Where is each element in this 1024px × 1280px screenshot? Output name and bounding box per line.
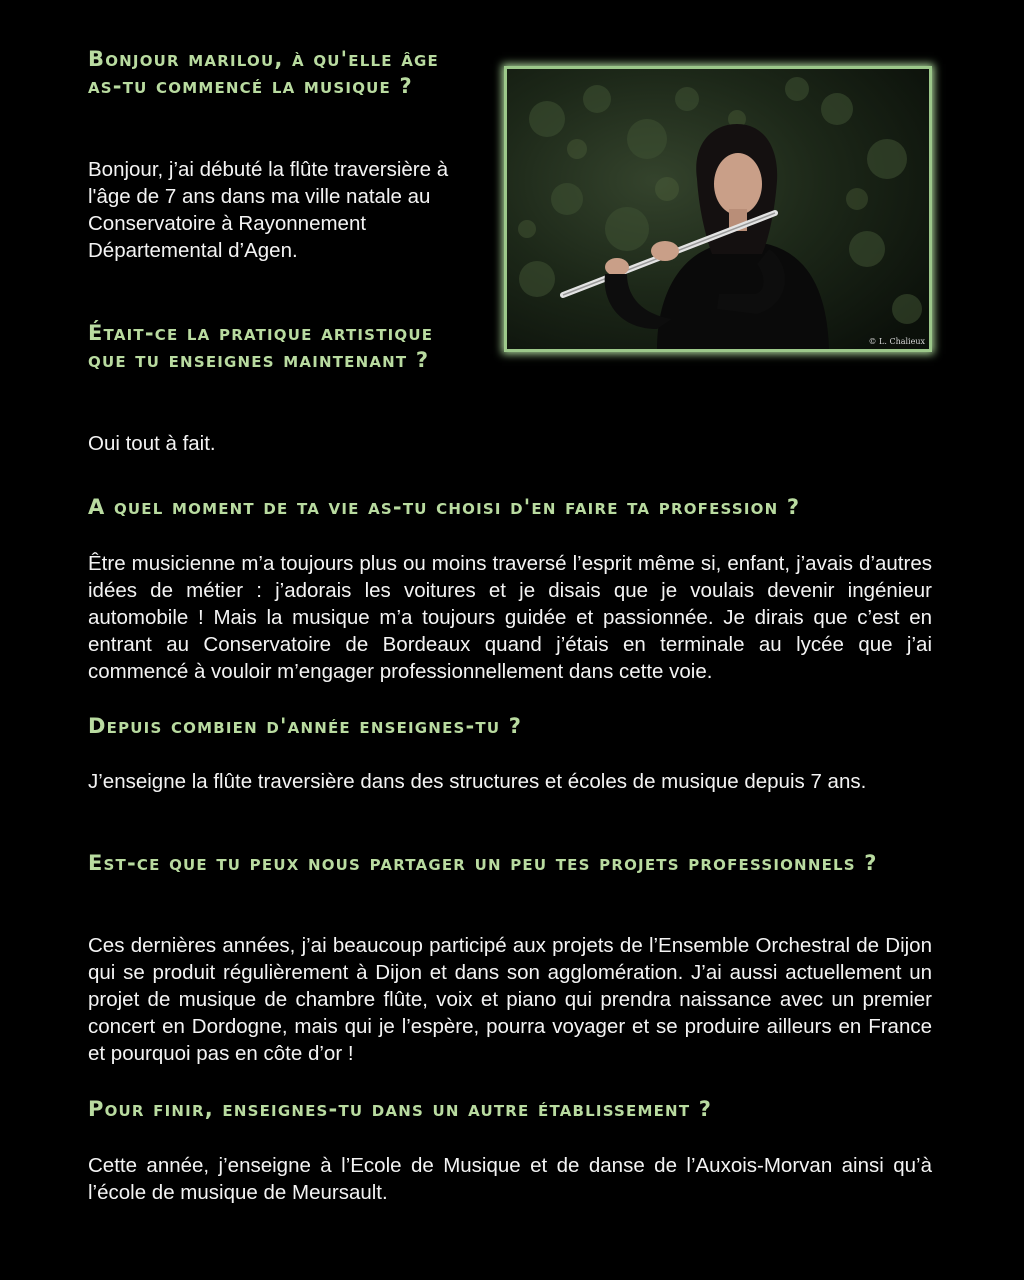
- answer-other-school: Cette année, j’enseigne à l’Ecole de Musique et de danse de l’Auxois-Morvan ainsi qu’à l’école de musique de Meursault.: [88, 1154, 932, 1204]
- answer-projects: Ces dernières années, j’ai beaucoup participé aux projets de l’Ensemble Orchestral de Dijon qui se produit régulièrement à Dijon et dans son agglomération. J’ai aussi actuellement un projet de musique de chambre flûte, voix et piano qui prendra naissance avec un premier concert en Dordogne, mais qui je l’espère, pourra voyager et se produire ailleurs en France et pourquoi pas en côte d’or !: [88, 934, 932, 1065]
- flutist-photo: [504, 66, 932, 352]
- photo-credit: © L. Chalieux: [868, 337, 925, 346]
- question-other-school: Pour finir, enseignes-tu dans un autre établissement ?: [88, 1097, 713, 1121]
- flutist-illustration: [507, 69, 929, 349]
- question-artistic-practice: Était-ce la pratique artistique que tu enseignes maintenant ?: [88, 321, 434, 372]
- answer-career-choice: Être musicienne m’a toujours plus ou moins traversé l’esprit même si, enfant, j’avais d’autres idées de métier : j’adorais les voitures et je disais que je voulais devenir ingénieur automobile ! Mais la musique m’a toujours guidée et passionnée. Je dirais que c’est en entrant au Conservatoire de Bordeaux quand j’étais en terminale au lycée que j’ai commencé à vouloir m’engager professionnellement dans cette voie.: [88, 552, 932, 683]
- answer-teaching-years: J’enseigne la flûte traversière dans des structures et écoles de musique depuis 7 ans.: [88, 770, 867, 793]
- question-teaching-years: Depuis combien d'année enseignes-tu ?: [88, 714, 523, 738]
- answer-artistic-practice: Oui tout à fait.: [88, 432, 216, 455]
- question-career-choice: A quel moment de ta vie as-tu choisi d'en faire ta profession ?: [88, 495, 801, 519]
- question-projects: Est-ce que tu peux nous partager un peu tes projets professionnels ?: [88, 851, 878, 875]
- question-start-age: Bonjour marilou, à qu'elle âge as-tu commencé la musique ?: [88, 47, 439, 98]
- answer-start-age: Bonjour, j’ai débuté la flûte traversière à l'âge de 7 ans dans ma ville natale au Conservatoire à Rayonnement Départemental d’Agen.: [88, 158, 449, 262]
